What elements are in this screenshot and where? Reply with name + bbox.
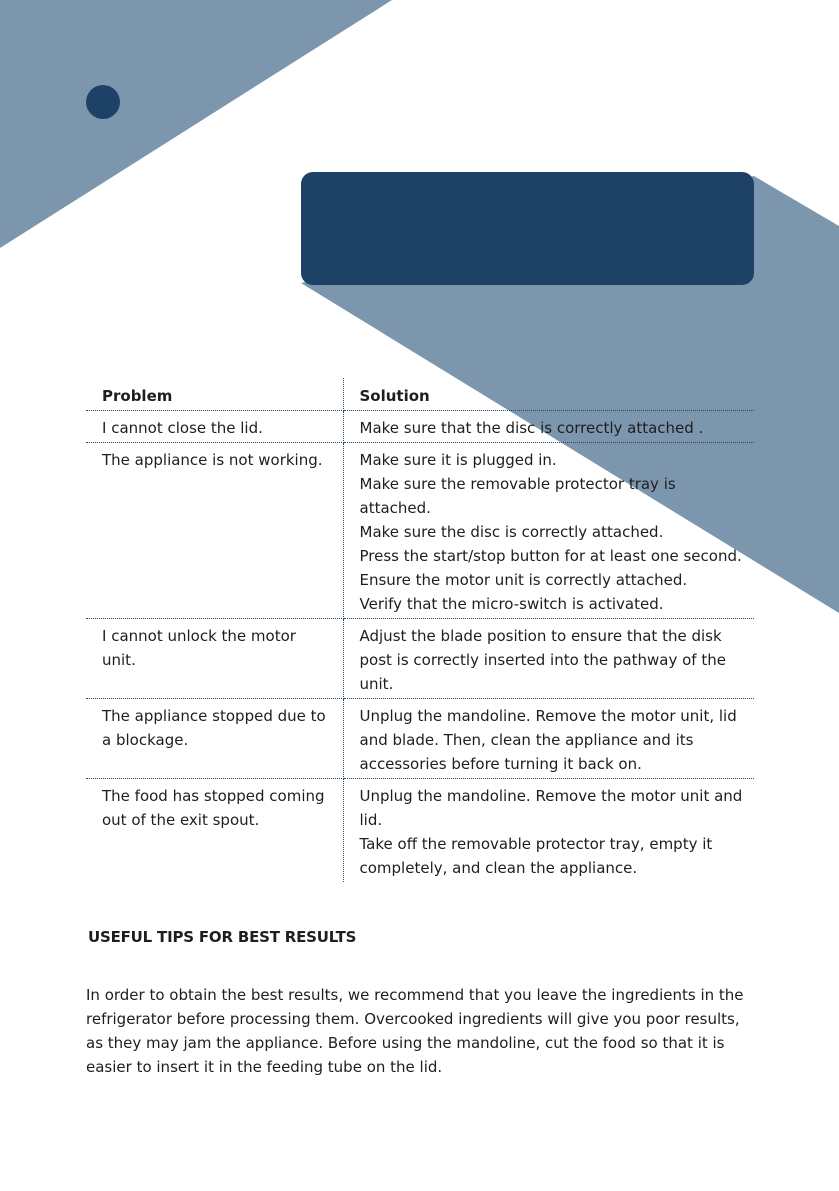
problem-column-header: Problem bbox=[86, 378, 343, 411]
decorative-dot bbox=[86, 85, 120, 119]
table-row bbox=[86, 699, 754, 779]
troubleshooting-table bbox=[86, 378, 754, 882]
solution-line: Make sure it is plugged in. bbox=[359, 451, 557, 469]
tips-paragraph: In order to obtain the best results, we recommend that you leave the ingredients in the refrigerator before processing them. Overcooked ingredients will give you poor results, as they may jam the appliance. Before using the mandoline, cut the food so that it is easier to insert it in the feeding tube on the lid. bbox=[86, 986, 744, 1076]
table-row bbox=[86, 411, 754, 443]
table-header-row bbox=[86, 378, 754, 411]
tips-heading: USEFUL TIPS FOR BEST RESULTS bbox=[88, 928, 357, 946]
solution-cell bbox=[343, 619, 754, 699]
solution-column-header: Solution bbox=[343, 378, 754, 411]
solution-line: Make sure the removable protector tray is attached. bbox=[359, 475, 676, 517]
solution-line: Make sure the disc is correctly attached. bbox=[359, 523, 664, 541]
table-row bbox=[86, 443, 754, 619]
problem-cell: I cannot close the lid. bbox=[86, 411, 343, 443]
solution-cell bbox=[343, 443, 754, 619]
solution-cell bbox=[343, 699, 754, 779]
problem-cell: The appliance is not working. bbox=[86, 443, 343, 619]
solution-line: Take off the removable protector tray, empty it completely, and clean the appliance. bbox=[359, 835, 713, 877]
solution-line: Unplug the mandoline. Remove the motor unit, lid and blade. Then, clean the appliance and its accessories before turning it back on. bbox=[359, 707, 737, 773]
solution-line: Adjust the blade position to ensure that the disk post is correctly inserted into the pathway of the unit. bbox=[359, 627, 726, 693]
solution-line: Press the start/stop button for at least one second. bbox=[359, 547, 742, 565]
solution-line: Unplug the mandoline. Remove the motor unit and lid. bbox=[359, 787, 743, 829]
problem-cell: The appliance stopped due to a blockage. bbox=[86, 699, 343, 779]
solution-cell bbox=[343, 779, 754, 883]
problem-cell: The food has stopped coming out of the exit spout. bbox=[86, 779, 343, 883]
solution-cell bbox=[343, 411, 754, 443]
solution-line: Ensure the motor unit is correctly attached. bbox=[359, 571, 688, 589]
solution-line: Make sure that the disc is correctly attached . bbox=[359, 419, 704, 437]
table-row bbox=[86, 779, 754, 883]
solution-line: Verify that the micro-switch is activated. bbox=[359, 595, 664, 613]
header-banner bbox=[301, 172, 754, 285]
table-row bbox=[86, 619, 754, 699]
problem-cell: I cannot unlock the motor unit. bbox=[86, 619, 343, 699]
